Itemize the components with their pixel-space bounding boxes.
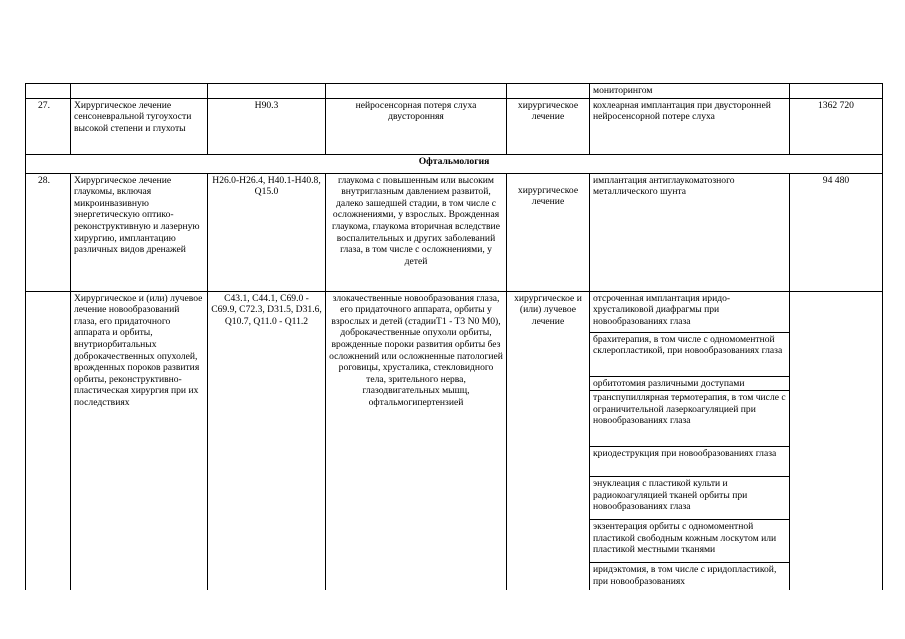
codes-cell: H26.0-H26.4, H40.1-H40.8, Q15.0 xyxy=(208,173,326,291)
codes-cell: H90.3 xyxy=(208,98,326,154)
treatment-cell: хирургическое и (или) лучевое лечение xyxy=(507,291,590,590)
method-cell: энуклеация с пластикой культи и радиокоагуляцией тканей орбиты при новообразованиях глаза xyxy=(590,477,790,520)
method-cell: отсроченная имплантация иридо-хрусталиковой диафрагмы при новообразованиях глаза xyxy=(590,291,790,332)
treatment-cell xyxy=(507,84,590,99)
medical-care-table xyxy=(25,83,883,590)
cost-cell: 94 480 xyxy=(790,173,883,291)
name-cell: Хирургическое лечение сенсоневральной тугоухости высокой степени и глухоты xyxy=(71,98,208,154)
codes-cell xyxy=(208,84,326,99)
section-header-row xyxy=(26,154,883,173)
treatment-text: хирургическое лечение xyxy=(517,184,579,208)
cost-cell xyxy=(790,291,883,590)
method-cell: экзентерация орбиты с одномоментной пластикой свободным кожным лоскутом или пластикой местными тканями xyxy=(590,520,790,563)
name-cell xyxy=(71,84,208,99)
method-cell: имплантация антиглаукоматозного металлического шунта xyxy=(590,173,790,291)
method-cell: транспупиллярная термотерапия, в том числе с ограничительной лазеркоагуляцией при новообразованиях глаза xyxy=(590,391,790,447)
section-title: Офтальмология xyxy=(26,154,883,173)
method-cell: орбитотомия различными доступами xyxy=(590,376,790,391)
cost-cell: 1362 720 xyxy=(790,98,883,154)
codes-cell: C43.1, C44.1, C69.0 - C69.9, C72.3, D31.5, D31.6, Q10.7, Q11.0 - Q11.2 xyxy=(208,291,326,590)
cost-cell xyxy=(790,84,883,99)
method-cell: кохлеарная имплантация при двусторонней нейросенсорной потере слуха xyxy=(590,98,790,154)
number-cell: 27. xyxy=(26,98,71,154)
method-cell: криодеструкция при новообразованиях глаза xyxy=(590,447,790,477)
method-cell: иридэктомия, в том числе с иридопластикой, при новообразованиях xyxy=(590,563,790,590)
name-cell: Хирургическое и (или) лучевое лечение новообразований глаза, его придаточного аппарата и орбиты, внутриорбитальных доброкачественных опухолей, врожденных пороков развития орбиты, реконструктивно-пластическая хирургия при их последствиях xyxy=(71,291,208,590)
model-cell: нейросенсорная потеря слуха двусторонняя xyxy=(326,98,507,154)
method-cell: брахитерапия, в том числе с одномоментной склеропластикой, при новообразованиях глаза xyxy=(590,332,790,376)
treatment-cell: хирургическое лечение xyxy=(507,98,590,154)
number-cell: 28. xyxy=(26,173,71,291)
number-cell xyxy=(26,84,71,99)
treatment-cell xyxy=(507,173,590,291)
table-row xyxy=(26,291,883,332)
model-cell xyxy=(326,84,507,99)
method-cell: мониторингом xyxy=(590,84,790,99)
table-row xyxy=(26,98,883,154)
model-cell: глаукома с повышенным или высоким внутриглазным давлением развитой, далеко зашедшей стадии, в том числе с осложнениями, у взрослых. Врожденная глаукома, глаукома вторичная вследствие воспалительных и других заболеваний глаза, в том числе с осложнениями, у детей xyxy=(326,173,507,291)
table-row xyxy=(26,173,883,291)
model-cell: злокачественные новообразования глаза, его придаточного аппарата, орбиты у взрослых и детей (стадииT1 - T3 N0 M0), доброкачественные опухоли орбиты, врожденные пороки развития орбиты без осложнений или осложненные патологией роговицы, хрусталика, стекловидного тела, зрительного нерва, глазодвигательных мышц, офтальмогипертензией xyxy=(326,291,507,590)
number-cell xyxy=(26,291,71,590)
table-row xyxy=(26,84,883,99)
name-cell: Хирургическое лечение глаукомы, включая микроинвазивную энергетическую оптико-реконструктивную и лазерную хирургию, имплантацию различных видов дренажей xyxy=(71,173,208,291)
